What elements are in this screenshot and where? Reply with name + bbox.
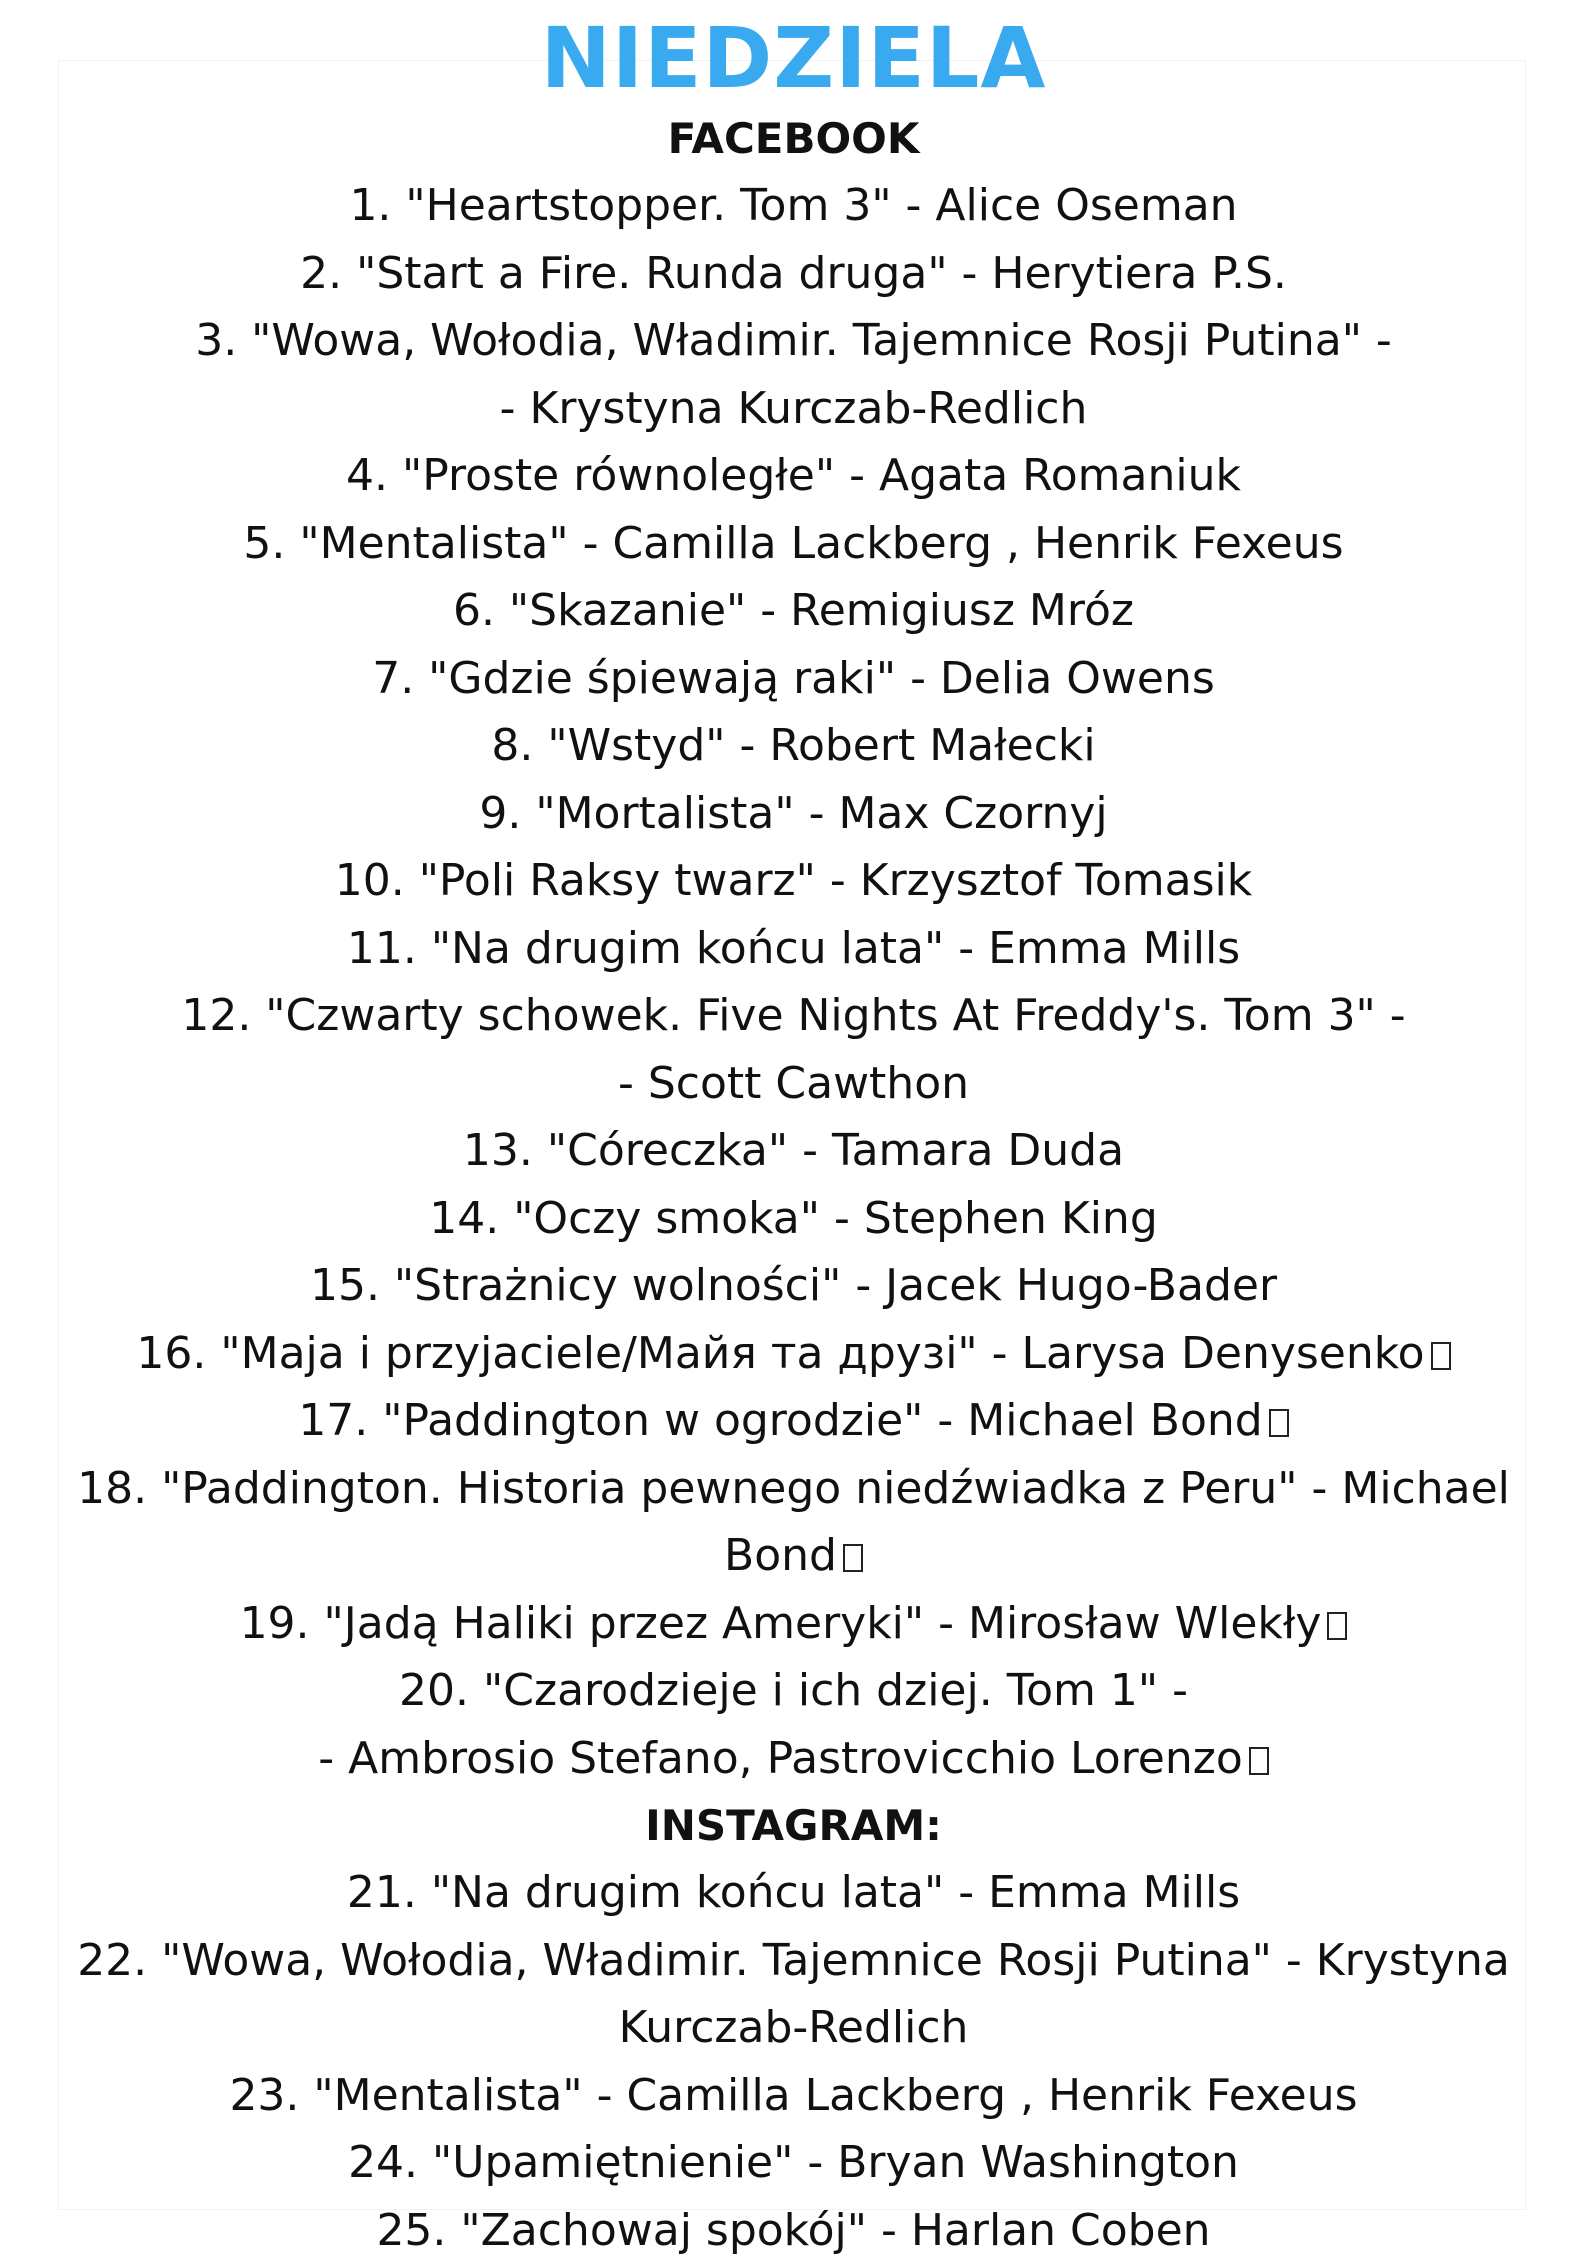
list-item: 1. "Heartstopper. Tom 3" - Alice Oseman: [60, 172, 1527, 240]
list-item: 11. "Na drugim końcu lata" - Emma Mills: [60, 915, 1527, 983]
list-item-flagged: [60, 1725, 1527, 1793]
page-title: NIEDZIELA: [0, 8, 1587, 108]
list-item: 21. "Na drugim końcu lata" - Emma Mills: [60, 1859, 1527, 1927]
list-item: 24. "Upamiętnienie" - Bryan Washington: [60, 2129, 1527, 2197]
list-item: 25. "Zachowaj spokój" - Harlan Coben: [60, 2197, 1527, 2264]
section-heading-facebook: FACEBOOK: [60, 105, 1527, 172]
list-item: 15. "Strażnicy wolności" - Jacek Hugo-Bader: [60, 1252, 1527, 1320]
list-item: 13. "Córeczka" - Tamara Duda: [60, 1117, 1527, 1185]
list-item: 6. "Skazanie" - Remigiusz Mróz: [60, 577, 1527, 645]
list-item: 10. "Poli Raksy twarz" - Krzysztof Tomasik: [60, 847, 1527, 915]
list-item: Kurczab-Redlich: [60, 1994, 1527, 2062]
list-item-text: 16. "Maja i przyjaciele/Майя та друзі" - Larysa Denysenko: [136, 1328, 1424, 1379]
list-item-flagged: [60, 1320, 1527, 1388]
flag-icon: [1327, 1612, 1347, 1640]
list-item: - Scott Cawthon: [60, 1050, 1527, 1118]
list-item: 9. "Mortalista" - Max Czornyj: [60, 780, 1527, 848]
list-item-flagged: [60, 1590, 1527, 1658]
list-item-flagged: [60, 1387, 1527, 1455]
list-item-flagged: [60, 1522, 1527, 1590]
list-item: 4. "Proste równoległe" - Agata Romaniuk: [60, 442, 1527, 510]
list-item: 23. "Mentalista" - Camilla Lackberg , Henrik Fexeus: [60, 2062, 1527, 2130]
list-item: 22. "Wowa, Wołodia, Władimir. Tajemnice Rosji Putina" - Krystyna: [60, 1927, 1527, 1995]
list-item: 8. "Wstyd" - Robert Małecki: [60, 712, 1527, 780]
section-heading-instagram: INSTAGRAM:: [60, 1792, 1527, 1859]
list-item: 2. "Start a Fire. Runda druga" - Herytiera P.S.: [60, 240, 1527, 308]
flag-icon: [1269, 1409, 1289, 1437]
flag-icon: [843, 1544, 863, 1572]
list-item: 7. "Gdzie śpiewają raki" - Delia Owens: [60, 645, 1527, 713]
list-item-text: Bond: [724, 1530, 837, 1581]
list-item-text: - Ambrosio Stefano, Pastrovicchio Lorenzo: [318, 1733, 1243, 1784]
list-item: 14. "Oczy smoka" - Stephen King: [60, 1185, 1527, 1253]
list-item: 12. "Czwarty schowek. Five Nights At Freddy's. Tom 3" -: [60, 982, 1527, 1050]
book-list: [60, 105, 1527, 2264]
list-item: 18. "Paddington. Historia pewnego niedźwiadka z Peru" - Michael: [60, 1455, 1527, 1523]
list-item-text: 17. "Paddington w ogrodzie" - Michael Bond: [298, 1395, 1262, 1446]
flag-icon: [1249, 1747, 1269, 1775]
list-item: 5. "Mentalista" - Camilla Lackberg , Henrik Fexeus: [60, 510, 1527, 578]
flag-icon: [1431, 1342, 1451, 1370]
list-item-text: 19. "Jadą Haliki przez Ameryki" - Mirosław Wlekły: [240, 1598, 1322, 1649]
list-item: - Krystyna Kurczab-Redlich: [60, 375, 1527, 443]
list-item: 3. "Wowa, Wołodia, Władimir. Tajemnice Rosji Putina" -: [60, 307, 1527, 375]
list-item: 20. "Czarodzieje i ich dziej. Tom 1" -: [60, 1657, 1527, 1725]
